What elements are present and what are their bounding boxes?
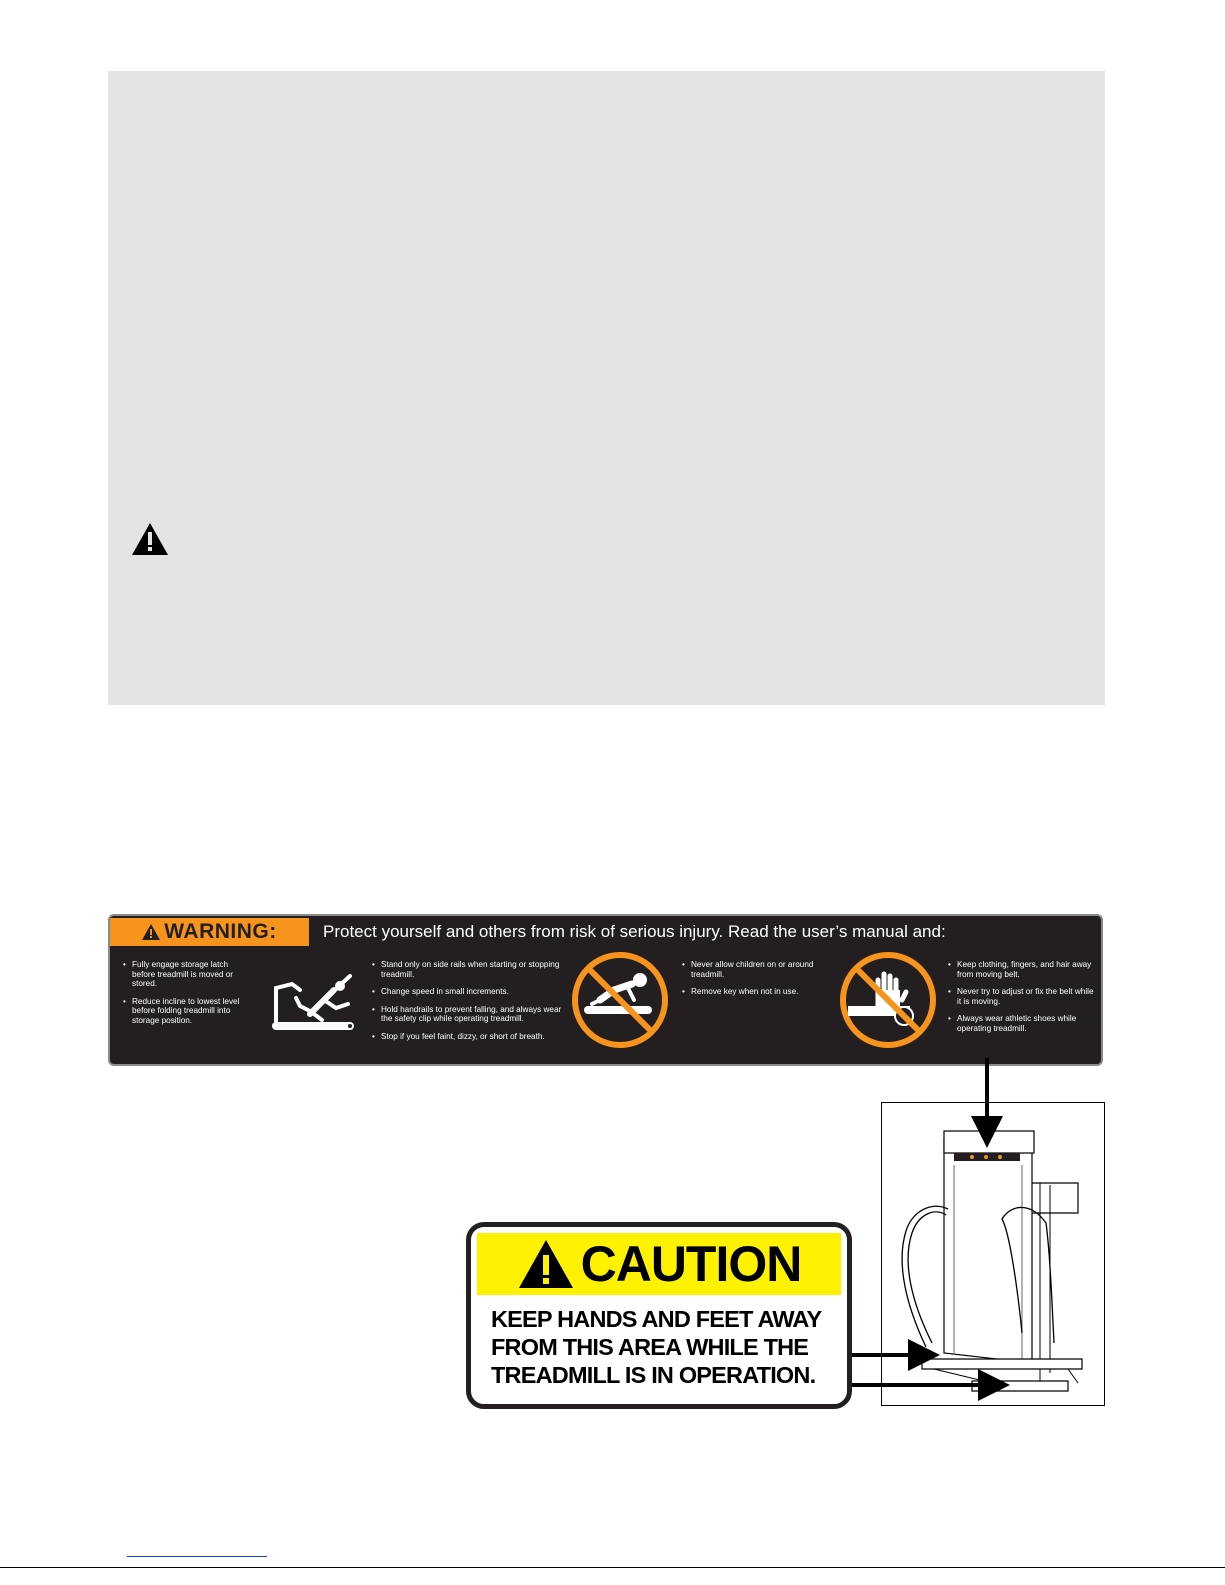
no-children-icon <box>570 950 670 1050</box>
warning-tag <box>110 918 309 946</box>
warning-item: • Stop if you feel faint, dizzy, or short of breath. <box>372 1032 567 1042</box>
warning-item: • Reduce incline to lowest level before folding treadmill into storage position. <box>123 997 253 1026</box>
caution-decal <box>466 1222 852 1409</box>
warning-column-4 <box>948 960 1098 1041</box>
treadmill-illustration <box>882 1103 1104 1405</box>
warning-triangle-icon <box>131 522 169 556</box>
caution-header <box>477 1233 841 1295</box>
warning-tag-icon <box>142 924 160 940</box>
warning-item: • Change speed in small increments. <box>372 987 567 997</box>
caution-triangle-icon <box>517 1238 575 1290</box>
caution-line: TREADMILL IS IN OPERATION. <box>491 1362 816 1388</box>
warning-column-2 <box>372 960 567 1049</box>
warning-headline: Protect yourself and others from risk of serious injury. Read the user’s manual and: <box>323 922 946 941</box>
instruction-panel <box>108 71 1105 705</box>
no-hands-belt-icon <box>838 950 938 1050</box>
warning-item: • Stand only on side rails when starting or stopping treadmill. <box>372 960 567 979</box>
caution-title: CAUTION <box>580 1236 802 1292</box>
warning-item: • Hold handrails to prevent falling, and always wear the safety clip while operating treadmill. <box>372 1005 567 1024</box>
falling-person-icon <box>270 968 362 1038</box>
warning-tag-text: WARNING: <box>164 920 277 943</box>
warning-item: • Remove key when not in use. <box>682 987 822 997</box>
warning-column-1 <box>123 960 253 1033</box>
warning-decal <box>108 914 1103 1066</box>
warning-column-3 <box>682 960 822 1005</box>
footer-rule <box>0 1567 1225 1568</box>
warning-item: • Never try to adjust or fix the belt while it is moving. <box>948 987 1098 1006</box>
warning-item: • Keep clothing, fingers, and hair away from moving belt. <box>948 960 1098 979</box>
caution-line: FROM THIS AREA WHILE THE <box>491 1334 809 1360</box>
warning-item: • Never allow children on or around treadmill. <box>682 960 822 979</box>
caution-line: KEEP HANDS AND FEET AWAY <box>491 1306 822 1332</box>
footer-link-underline <box>127 1556 267 1557</box>
warning-item: • Always wear athletic shoes while operating treadmill. <box>948 1014 1098 1033</box>
caution-message <box>491 1305 841 1389</box>
treadmill-illustration-frame <box>881 1102 1105 1406</box>
warning-item: • Fully engage storage latch before treadmill is moved or stored. <box>123 960 253 989</box>
